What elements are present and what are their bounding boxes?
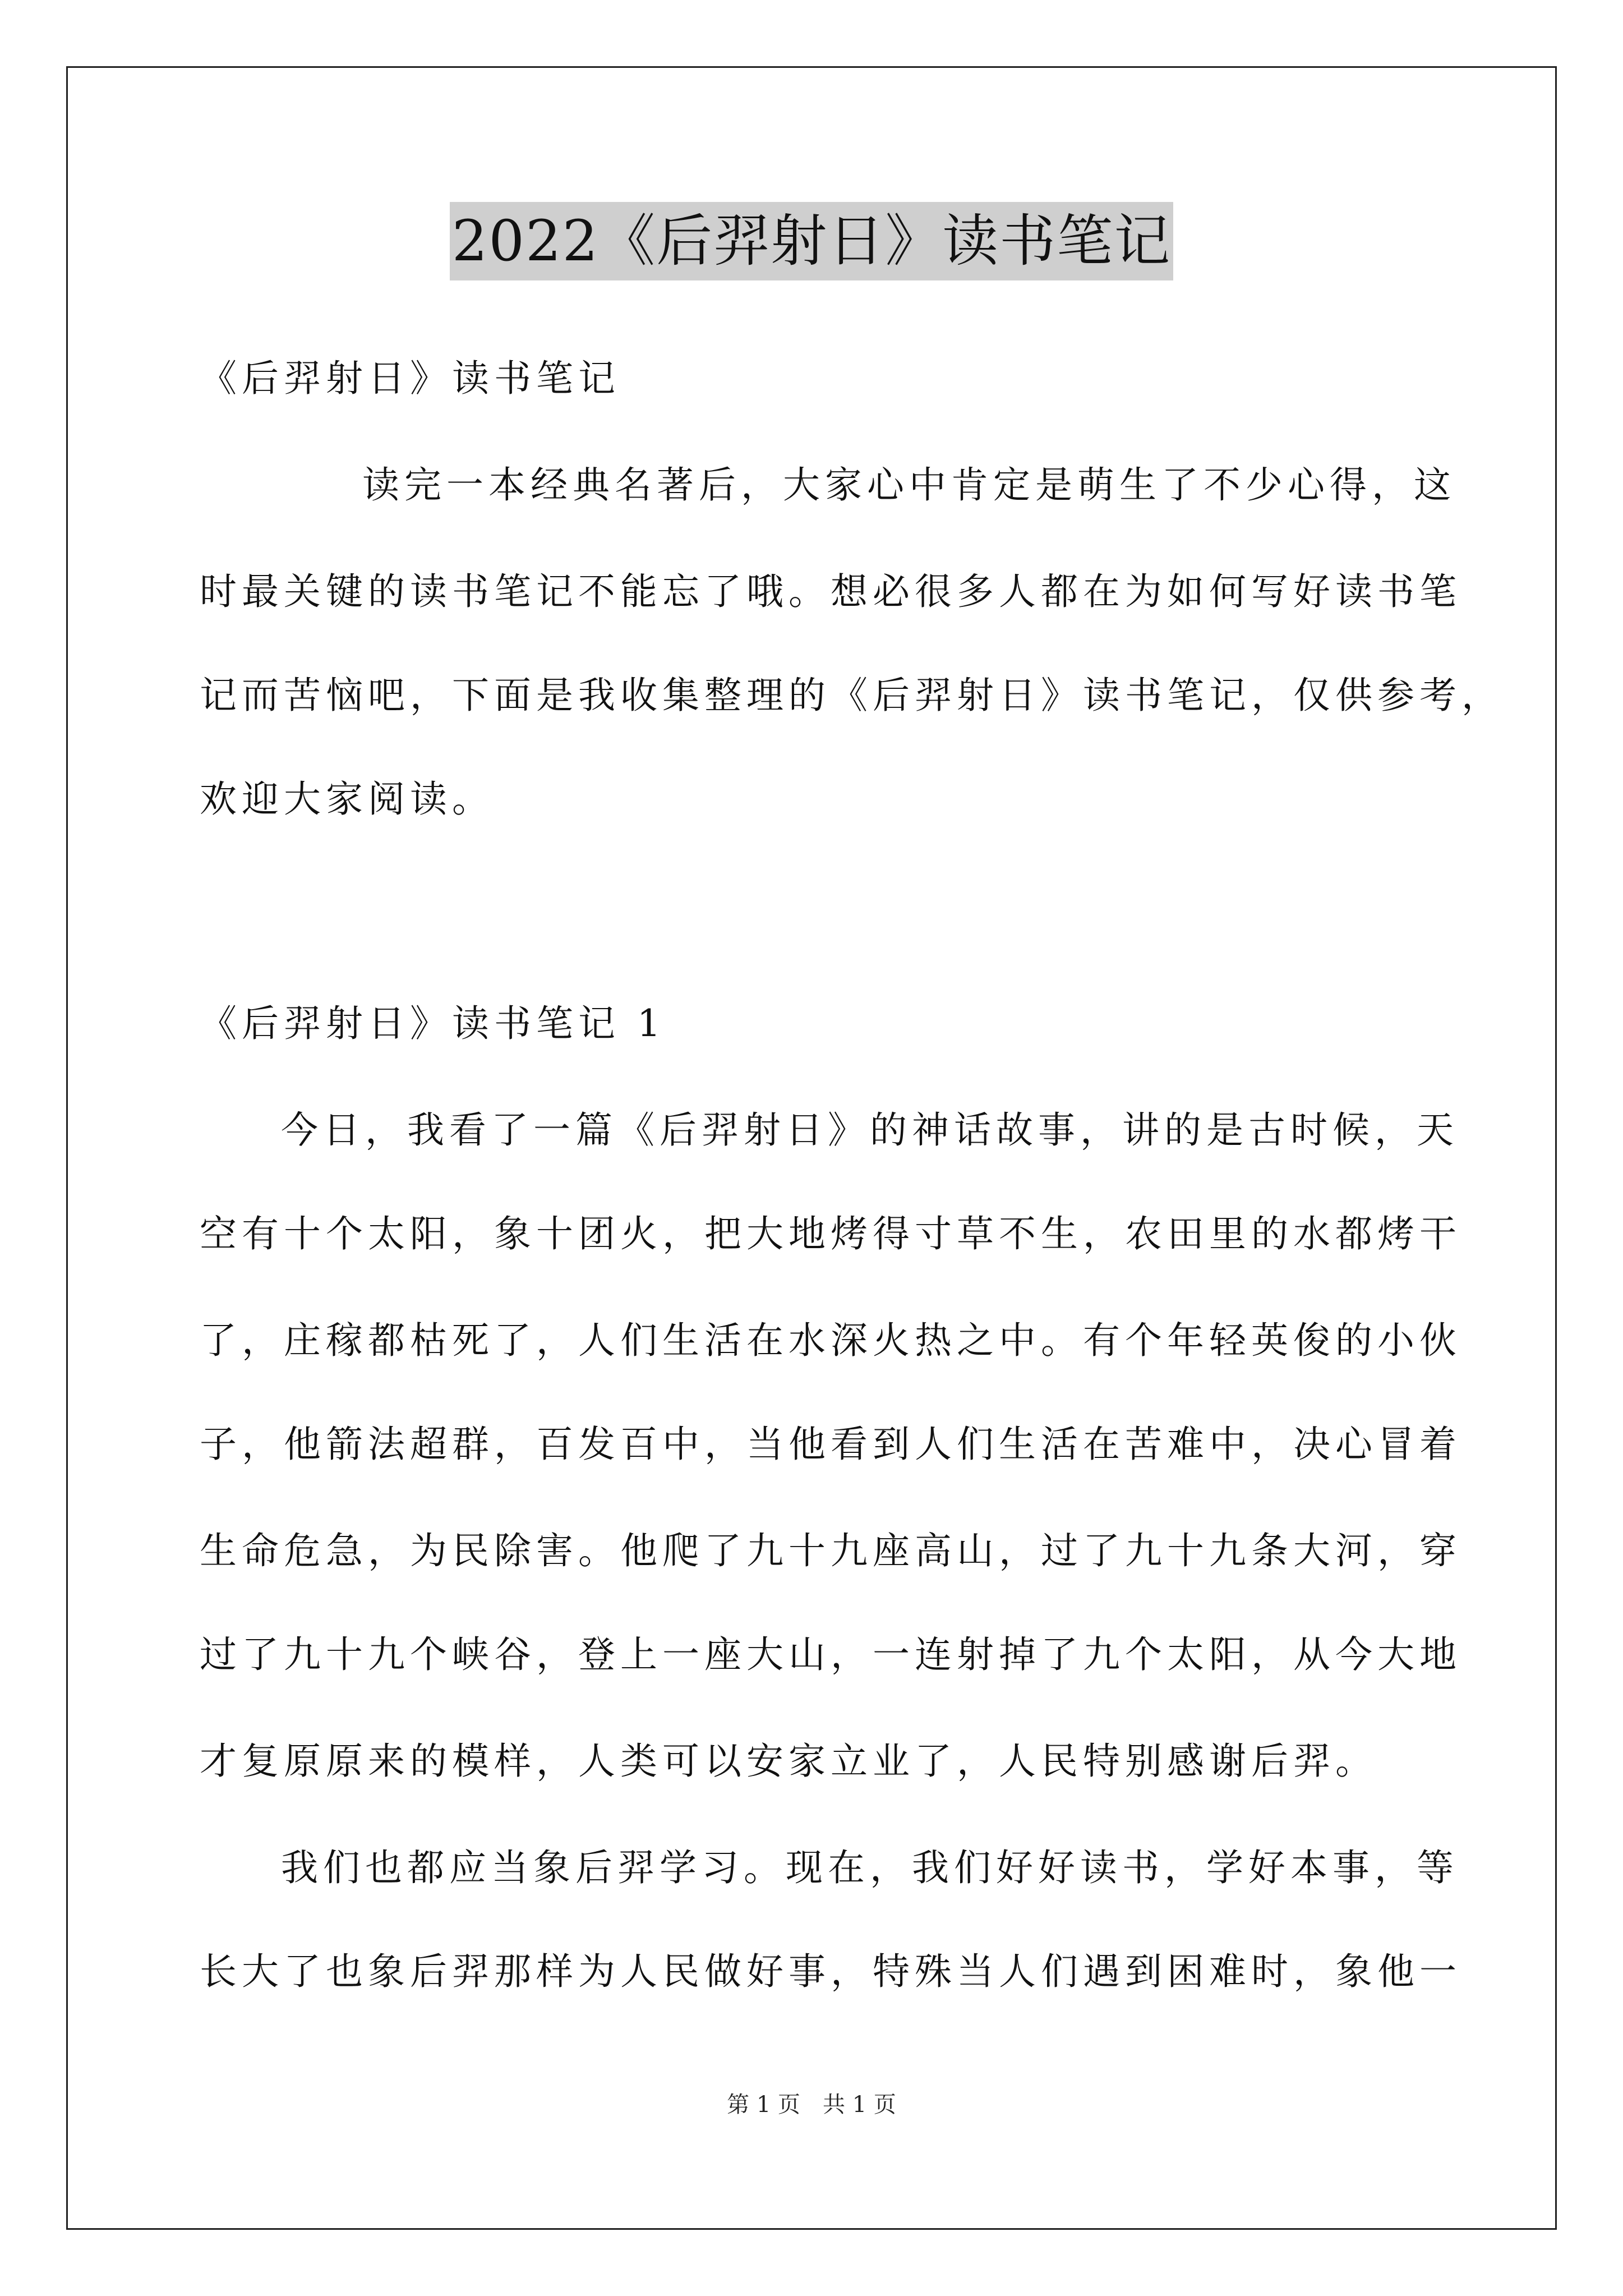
paragraph-line: 子，他箭法超群，百发百中，当他看到人们生活在苦难中，决心冒着 [200,1423,1461,1466]
paragraph-line: 长大了也象后羿那样为人民做好事，特殊当人们遇到困难时，象他一 [200,1950,1461,1993]
paragraph-line: 我们也都应当象后羿学习。现在，我们好好读书，学好本事，等 [281,1846,1459,1889]
intro-line: 欢迎大家阅读。 [200,777,494,821]
intro-line: 读完一本经典名著后，大家心中肯定是萌生了不少心得，这 [362,463,1456,507]
paragraph-line: 空有十个太阳，象十团火，把大地烤得寸草不生，农田里的水都烤干 [200,1212,1461,1255]
document-title: 2022《后羿射日》读书笔记 [450,202,1174,280]
intro-line: 时最关键的读书笔记不能忘了哦。想必很多人都在为如何写好读书笔 [200,570,1461,613]
paragraph-line: 过了九十九个峡谷，登上一座大山，一连射掉了九个太阳，从今大地 [200,1633,1461,1676]
intro-line: 记而苦恼吧，下面是我收集整理的《后羿射日》读书笔记，仅供参考， [200,674,1504,717]
paragraph-line: 生命危急，为民除害。他爬了九十九座高山，过了九十九条大河，穿 [200,1529,1461,1572]
paragraph-line: 今日，我看了一篇《后羿射日》的神话故事，讲的是古时候，天 [281,1108,1459,1152]
subtitle: 《后羿射日》读书笔记 [200,357,620,400]
paragraph-line: 了，庄稼都枯死了，人们生活在水深火热之中。有个年轻英俊的小伙 [200,1319,1461,1362]
page-footer: 第 1 页 共 1 页 [727,2092,896,2118]
paragraph-line: 才复原原来的模样，人类可以安家立业了，人民特别感谢后羿。 [200,1740,1377,1783]
section-heading: 《后羿射日》读书笔记 1 [200,1002,666,1045]
title-wrap [0,202,1623,280]
